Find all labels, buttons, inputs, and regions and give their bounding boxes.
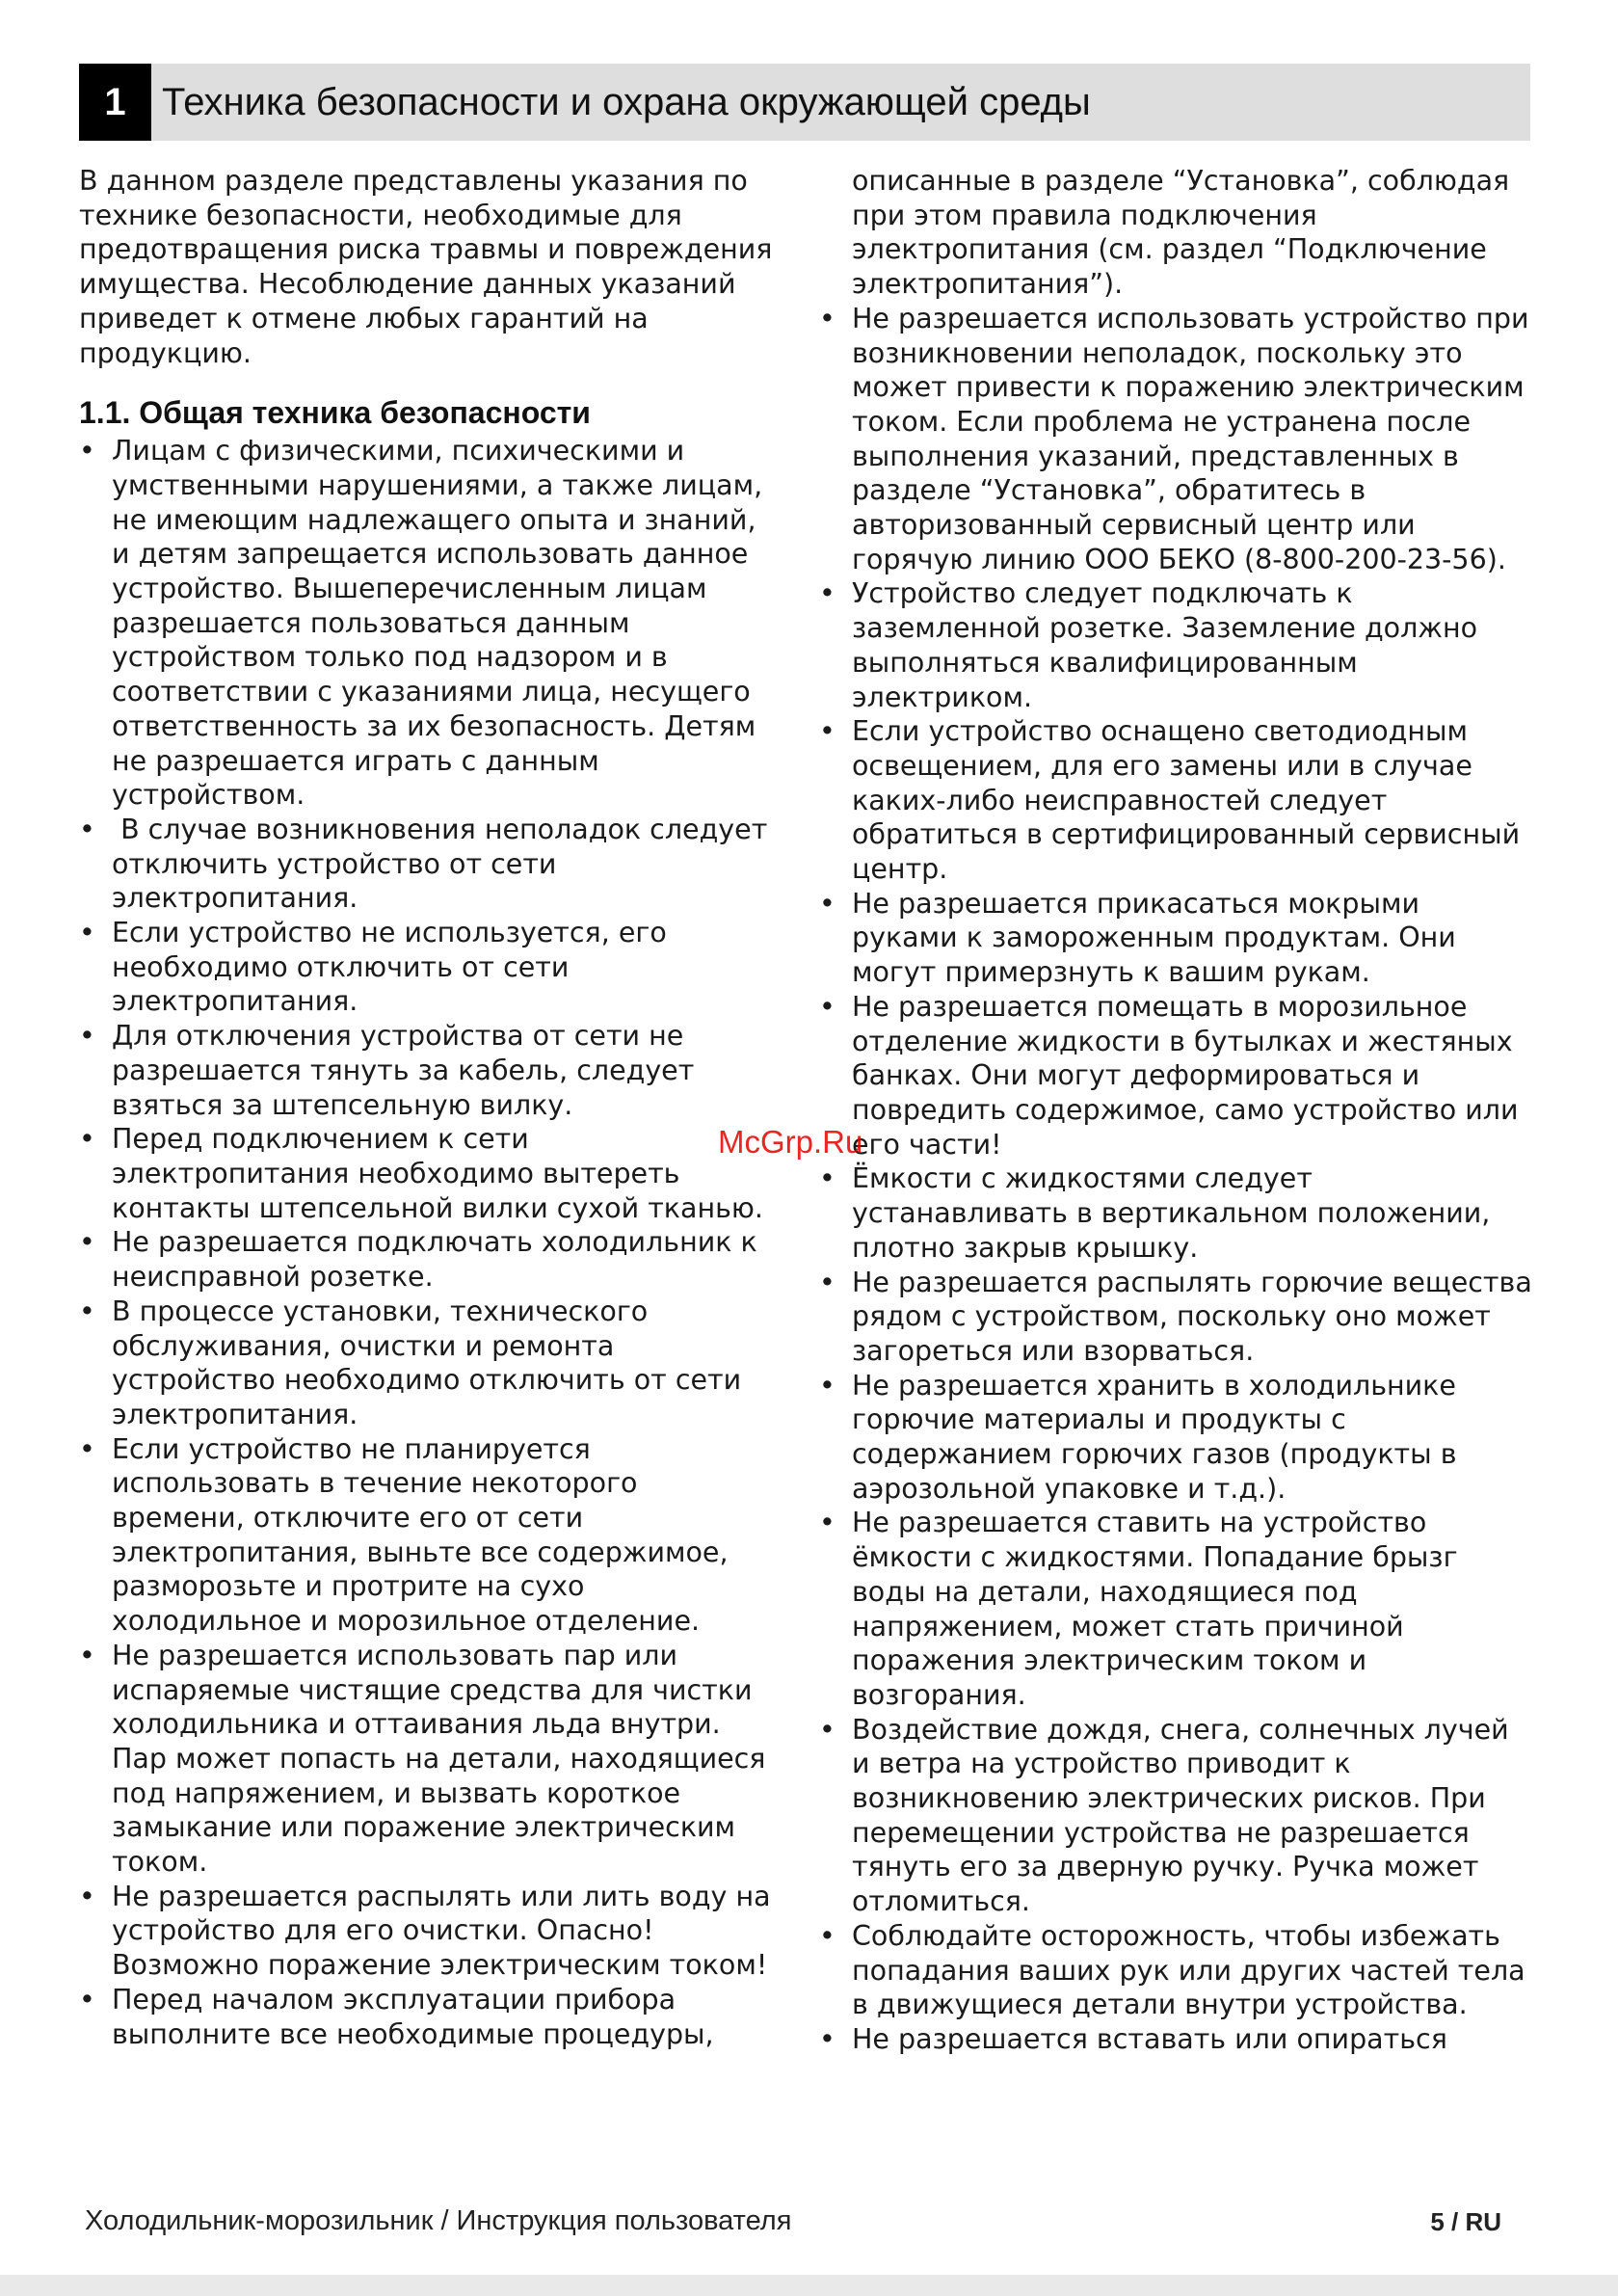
right-column	[819, 164, 1532, 2057]
bullet-icon: •	[79, 1983, 95, 2016]
bullet-icon: •	[819, 990, 836, 1023]
subsection-heading: 1.1. Общая техника безопасности	[79, 395, 591, 431]
bullet-icon: •	[819, 1713, 836, 1746]
bullet-icon: •	[79, 1432, 95, 1465]
list-item: • Если устройство не планируется использовать в течение некоторого времени, отключите его от сети электропитания, выньте все содержимое, разморозьте и протрите на сухо холодильное и морозильное отделение.	[79, 1432, 729, 1638]
bullet-icon: •	[79, 813, 95, 845]
list-item: • Не разрешается хранить в холодильнике горючие материалы и продукты с содержанием горючих газов (продукты в аэрозольной упаковке и т.д.).	[819, 1369, 1457, 1505]
left-column	[79, 164, 777, 2051]
bullet-icon: •	[79, 917, 95, 949]
bullet-icon: •	[79, 1295, 95, 1327]
page-number: 5 / RU	[1430, 2207, 1501, 2236]
watermark: McGrp.Ru	[718, 1124, 863, 1160]
safety-list-right	[819, 164, 1532, 2057]
list-item: • Не разрешается вставать или опираться	[819, 2022, 1447, 2055]
list-item: • Лицам с физическими, психическими и умственными нарушениями, а также лицам, не имеющим надлежащего опыта и знаний, и детям запрещается использовать данное устройство. Вышеперечисленным лицам разрешается пользоваться данным устройством только под надзором и в соответствии с указаниями лица, несущего ответственность за их безопасность. Детям не разрешается играть с данным устройством.	[79, 435, 763, 812]
bullet-icon: •	[819, 577, 836, 610]
bullet-icon: •	[819, 1507, 836, 1539]
bullet-icon: •	[79, 435, 95, 467]
list-item: • Не разрешается прикасаться мокрыми руками к замороженным продуктам. Они могут примерзнуть к вашим рукам.	[819, 887, 1456, 989]
list-item: • Не разрешается помещать в морозильное отделение жидкости в бутылках и жестяных банках. Они могут деформироваться и повредить содержимое, само устройство или его части!	[819, 990, 1519, 1161]
page-footer	[85, 2205, 1501, 2244]
section-title: Техника безопасности и охрана окружающей среды	[162, 80, 1091, 123]
bullet-icon: •	[79, 1123, 95, 1156]
bullet-icon: •	[79, 1880, 95, 1912]
list-item-continuation: описанные в разделе “Установка”, соблюдая при этом правила подключения электропитания (см. раздел “Подключение электропитания”).	[852, 165, 1510, 301]
list-item: • Не разрешается ставить на устройство ёмкости с жидкостями. Попадание брызг воды на детали, находящиеся под напряжением, может стать причиной поражения электрическим током и возгорания.	[819, 1507, 1458, 1711]
list-item: • В процессе установки, технического обслуживания, очистки и ремонта устройство необходимо отключить от сети электропитания.	[79, 1295, 742, 1430]
list-item: • Для отключения устройства от сети не разрешается тянуть за кабель, следует взяться за штепсельную вилку.	[79, 1020, 695, 1121]
bullet-icon: •	[79, 1226, 95, 1259]
list-item: • Ёмкости с жидкостями следует устанавливать в вертикальном положении, плотно закрыв крышку.	[819, 1162, 1491, 1264]
footer-document-title: Холодильник-морозильник / Инструкция пользователя	[85, 2205, 792, 2236]
list-item: • Соблюдайте осторожность, чтобы избежать попадания ваших рук или других частей тела в движущиеся детали внутри устройства.	[819, 1919, 1525, 2021]
bullet-icon: •	[819, 1162, 836, 1195]
bullet-icon: •	[819, 2022, 836, 2055]
list-item: • Не разрешается распылять горючие вещества рядом с устройством, поскольку оно может загореться или взорваться.	[819, 1266, 1532, 1367]
list-item: • Не разрешается использовать устройство при возникновении неполадок, поскольку это может привести к поражению электрическим током. Если проблема не устранена после выполнения указаний, представленных в разделе “Установка”, обратитесь в авторизованный сервисный центр или горячую линию ООО БЕКО (8-800-200-23-56).	[819, 302, 1529, 575]
bullet-icon: •	[819, 715, 836, 748]
section-header	[79, 64, 1530, 141]
list-item: • Перед подключением к сети электропитания необходимо вытереть контакты штепсельной вилки сухой тканью.	[79, 1123, 763, 1224]
bullet-icon: •	[79, 1020, 95, 1053]
safety-list-left	[79, 434, 777, 2051]
section-number: 1	[79, 64, 151, 141]
bottom-divider	[0, 2275, 1618, 2296]
intro-paragraph: В данном разделе представлены указания по технике безопасности, необходимые для предотвращения риска травмы и повреждения имущества. Несоблюдение данных указаний приведет к отмене любых гарантий на продукцию.	[79, 165, 773, 369]
list-item: • Если устройство не используется, его необходимо отключить от сети электропитания.	[79, 917, 667, 1018]
bullet-icon: •	[819, 1919, 836, 1952]
bullet-icon: •	[819, 1266, 836, 1298]
list-item: • Если устройство оснащено светодиодным освещением, для его замены или в случае каких-либо неисправностей следует обратиться в сертифицированный сервисный центр.	[819, 715, 1521, 886]
list-item: • Не разрешается распылять или лить воду на устройство для его очистки. Опасно! Возможно поражение электрическим током!	[79, 1880, 771, 1982]
list-item: • Устройство следует подключать к заземленной розетке. Заземление должно выполняться квалифицированным электриком.	[819, 577, 1478, 713]
bullet-icon: •	[819, 887, 836, 920]
list-item: • Перед началом эксплуатации прибора выполните все необходимые процедуры,	[79, 1983, 714, 2050]
list-item: • Не разрешается использовать пар или испаряемые чистящие средства для чистки холодильника и оттаивания льда внутри. Пар может попасть на детали, находящиеся под напряжением, и вызвать короткое замыкание или поражение электрическим током.	[79, 1639, 766, 1879]
bullet-icon: •	[819, 302, 836, 334]
list-item: • В случае возникновения неполадок следует отключить устройство от сети электропитания.	[79, 813, 777, 915]
list-item: • Воздействие дождя, снега, солнечных лучей и ветра на устройство приводит к возникновению электрических рисков. При перемещении устройства не разрешается тянуть его за дверную ручку. Ручка может отломиться.	[819, 1713, 1509, 1918]
bullet-icon: •	[79, 1639, 95, 1671]
bullet-icon: •	[819, 1369, 836, 1402]
list-item: • Не разрешается подключать холодильник к неисправной розетке.	[79, 1226, 757, 1294]
